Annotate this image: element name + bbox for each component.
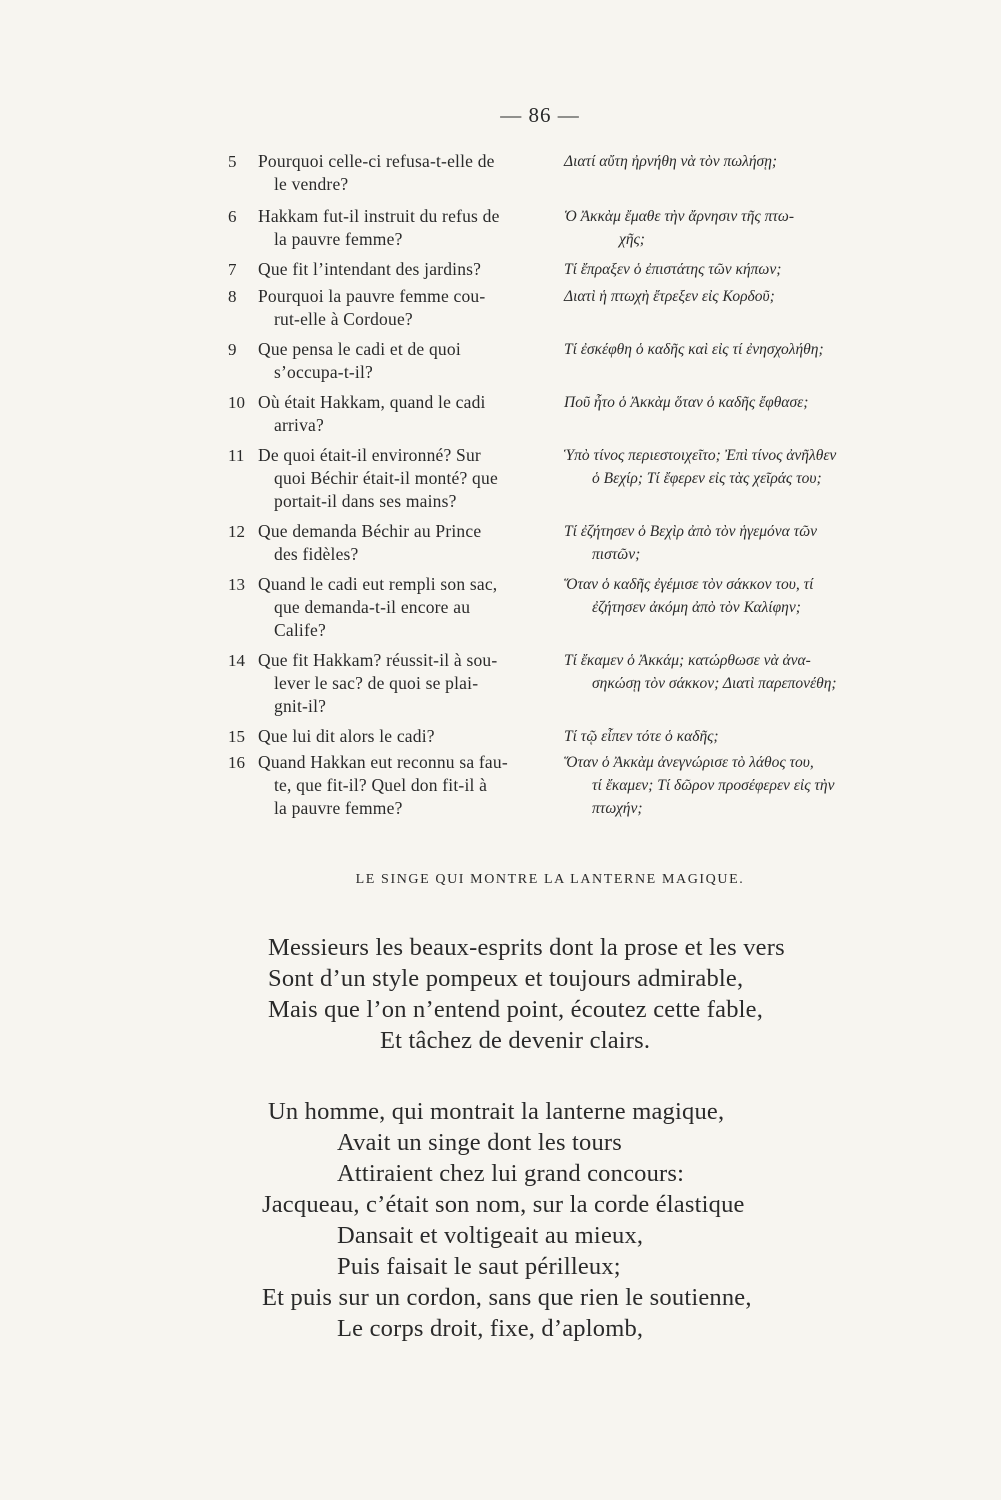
question-greek: Διατὶ ἡ πτωχὴ ἔτρεξεν εἰς Κορδοῦ; [564,288,775,305]
question-number: 5 [228,152,237,171]
verse-line: Et tâchez de devenir clairs. [380,1027,651,1054]
verse-line: Attiraient chez lui grand concours: [337,1160,685,1187]
question-french: Que pensa le cadi et de quoi s’occupa-t-il? [258,339,461,382]
verse-line: Dansait et voltigeait au mieux, [337,1222,644,1249]
question-number: 9 [228,340,237,359]
question-french: Pourquoi celle-ci refusa-t-elle de le vendre? [258,151,495,194]
question-french: Où était Hakkam, quand le cadi arriva? [258,392,486,435]
verse-line: Puis faisait le saut périlleux; [337,1253,621,1280]
question-number: 13 [228,575,245,594]
verse-line: Sont d’un style pompeux et toujours admirable, [268,965,744,992]
question-number: 14 [228,651,245,670]
question-greek: Τί τῷ εἶπεν τότε ὁ καδῆς; [564,728,719,745]
question-greek: Ὅταν ὁ καδῆς ἐγέμισε τὸν σάκκον του, τί ἐζήτησεν ἀκόμη ἀπὸ τὸν Καλίφην; [564,576,814,616]
question-greek: Διατί αὔτη ἠρνήθη νὰ τὸν πωλήσῃ; [564,153,778,170]
question-french: Que fit l’intendant des jardins? [258,259,482,279]
question-greek: Ὁ Ἀκκὰμ ἔμαθε τὴν ἄρνησιν τῆς πτω- χῆς; [564,208,795,248]
verse-line: Le corps droit, fixe, d’aplomb, [337,1315,644,1342]
question-french: Hakkam fut-il instruit du refus de la pauvre femme? [258,206,500,249]
question-french: De quoi était-il environné? Sur quoi Béchir était-il monté? que portait-il dans ses mains? [258,445,498,511]
question-french: Que demanda Béchir au Prince des fidèles? [258,521,482,564]
question-number: 6 [228,207,237,226]
question-number: 16 [228,753,245,772]
question-number: 7 [228,260,237,279]
question-greek: Τί ἐσκέφθη ὁ καδῆς καὶ εἰς τί ἐνησχολήθη; [564,341,824,358]
question-greek: Τί ἐζήτησεν ὁ Βεχὶρ ἀπὸ τὸν ἡγεμόνα τῶν πιστῶν; [564,523,818,563]
question-number: 11 [228,446,245,465]
question-french: Quand Hakkan eut reconnu sa fau- te, que fit-il? Quel don fit-il à la pauvre femme? [258,752,508,818]
verse-line: Jacqueau, c’était son nom, sur la corde élastique [262,1191,745,1218]
question-number: 10 [228,393,245,412]
question-greek: Ὅταν ὁ Ἀκκὰμ ἀνεγνώρισε τὸ λάθος του, τί ἔκαμεν; Τί δῶρον προσέφερεν εἰς τὴν πτωχήν; [564,754,835,817]
question-french: Quand le cadi eut rempli son sac, que demanda-t-il encore au Calife? [258,574,498,640]
verse-line: Mais que l’on n’entend point, écoutez cette fable, [268,996,764,1023]
question-greek: Ὑπὸ τίνος περιεστοιχεῖτο; Ἐπὶ τίνος ἀνῆλθεν ὁ Βεχίρ; Τί ἔφερεν εἰς τὰς χεῖράς του; [564,447,837,487]
question-greek: Τί ἔπραξεν ὁ ἐπιστάτης τῶν κήπων; [564,261,782,278]
question-number: 8 [228,287,237,306]
question-french: Que fit Hakkam? réussit-il à sou- lever le sac? de quoi se plai- gnit-il? [258,650,498,716]
question-number: 12 [228,522,245,541]
page-number: — 86 — [500,103,580,127]
question-greek: Ποῦ ἦτο ὁ Ἀκκὰμ ὅταν ὁ καδῆς ἔφθασε; [564,394,809,411]
verse-line: Un homme, qui montrait la lanterne magique, [268,1098,725,1125]
verse-line: Avait un singe dont les tours [337,1129,623,1156]
verse-line: Messieurs les beaux-esprits dont la prose et les vers [268,934,785,961]
question-greek: Τί ἔκαμεν ὁ Ἀκκάμ; κατώρθωσε νὰ ἀνα- σηκώσῃ τὸν σάκκον; Διατὶ παρεπονέθη; [564,652,837,692]
fable-title: LE SINGE QUI MONTRE LA LANTERNE MAGIQUE. [355,872,745,887]
question-french: Pourquoi la pauvre femme cou- rut-elle à Cordoue? [258,286,486,329]
verse-line: Et puis sur un cordon, sans que rien le soutienne, [262,1284,752,1311]
question-number: 15 [228,727,245,746]
question-french: Que lui dit alors le cadi? [258,726,435,746]
